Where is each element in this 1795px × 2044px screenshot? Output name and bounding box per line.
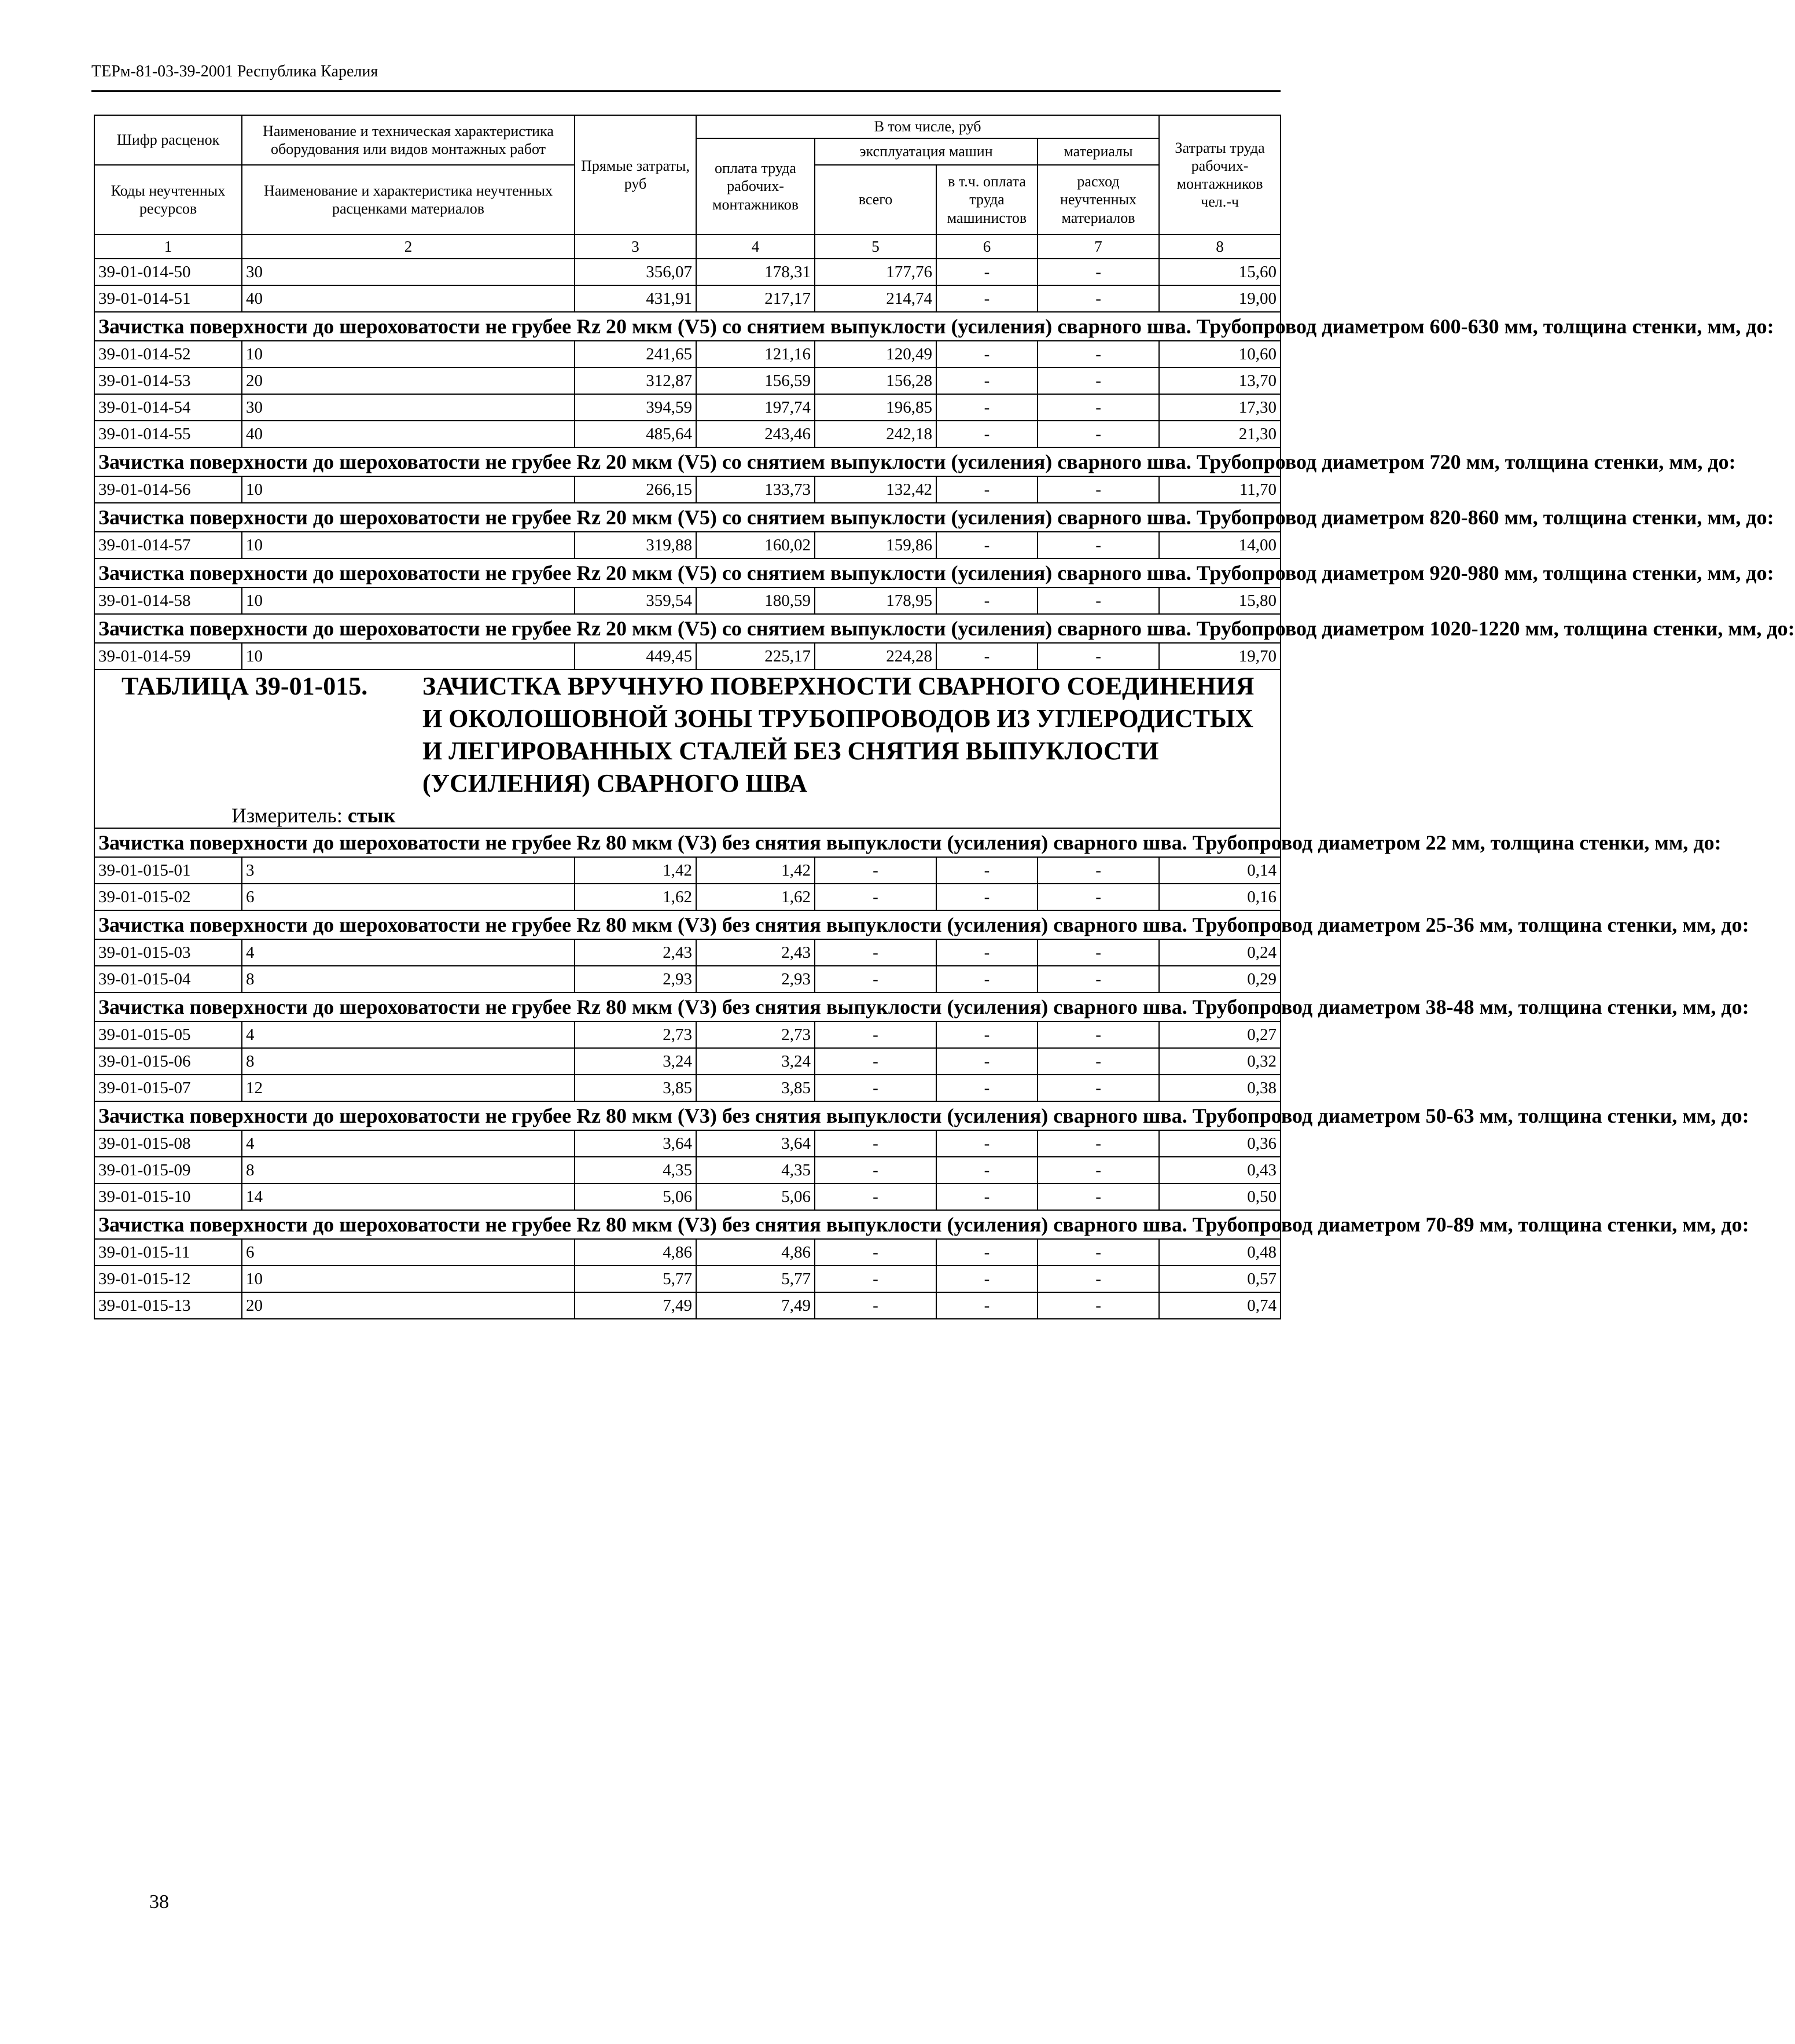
table-row [94,341,1281,367]
cell-labor: 10,60 [1159,341,1281,367]
cell-labor: 19,70 [1159,643,1281,670]
table-row [94,857,1281,884]
cell-mach-wage: - [936,259,1038,285]
cell-direct: 394,59 [575,394,696,421]
section-caption-row [94,447,1281,476]
cell-thk: 8 [242,1157,575,1183]
section-caption-row [94,614,1281,643]
cell-mat: - [1038,643,1159,670]
cell-wage: 4,35 [696,1157,815,1183]
cell-code: 39-01-015-02 [94,884,242,910]
col-code-header: Шифр расценок [94,115,242,165]
cell-code: 39-01-015-13 [94,1292,242,1319]
cell-wage: 133,73 [696,476,815,503]
cell-wage: 217,17 [696,285,815,312]
cell-labor: 0,16 [1159,884,1281,910]
table-row [94,1130,1281,1157]
cell-wage: 2,73 [696,1021,815,1048]
cell-code: 39-01-014-56 [94,476,242,503]
cell-labor: 0,27 [1159,1021,1281,1048]
cell-direct: 2,43 [575,939,696,966]
cell-mach-wage: - [936,939,1038,966]
cell-thk: 8 [242,966,575,992]
column-index: 5 [815,234,936,259]
col-name-sub-header: Наименование и характеристика неучтенных расценками материалов [242,165,575,234]
cell-direct: 356,07 [575,259,696,285]
column-index: 1 [94,234,242,259]
col-materials-header: материалы [1038,138,1159,165]
table-row [94,1266,1281,1292]
cell-mach: - [815,966,936,992]
cell-mach-wage: - [936,643,1038,670]
col-group-header: В том числе, руб [696,115,1159,138]
cell-labor: 19,00 [1159,285,1281,312]
cell-mat: - [1038,1183,1159,1210]
column-index: 6 [936,234,1038,259]
cell-wage: 156,59 [696,367,815,394]
cell-mach-wage: - [936,857,1038,884]
cell-thk: 4 [242,1021,575,1048]
cell-mach-wage: - [936,341,1038,367]
cell-direct: 241,65 [575,341,696,367]
cell-labor: 0,57 [1159,1266,1281,1292]
cell-thk: 10 [242,643,575,670]
col-code-sub-header: Коды неучтенных ресурсов [94,165,242,234]
cell-mat: - [1038,1130,1159,1157]
table-row [94,394,1281,421]
cell-wage: 2,93 [696,966,815,992]
cell-thk: 10 [242,476,575,503]
cell-mach: 196,85 [815,394,936,421]
cell-code: 39-01-014-51 [94,285,242,312]
cell-code: 39-01-015-01 [94,857,242,884]
column-index: 8 [1159,234,1281,259]
table-row [94,884,1281,910]
cell-mach: 156,28 [815,367,936,394]
cell-thk: 10 [242,341,575,367]
cell-mach-wage: - [936,532,1038,558]
column-index: 7 [1038,234,1159,259]
cell-labor: 0,74 [1159,1292,1281,1319]
cell-thk: 4 [242,1130,575,1157]
cell-direct: 1,42 [575,857,696,884]
section-caption-row [94,312,1281,341]
cell-mach-wage: - [936,421,1038,447]
cell-mach: 214,74 [815,285,936,312]
cell-mach-wage: - [936,1157,1038,1183]
table-row [94,476,1281,503]
cell-code: 39-01-014-53 [94,367,242,394]
cell-thk: 8 [242,1048,575,1075]
cell-mat: - [1038,1048,1159,1075]
header-rule [91,90,1281,92]
cell-mach: - [815,1048,936,1075]
column-index: 3 [575,234,696,259]
section-caption: Зачистка поверхности до шероховатости не грубее Rz 80 мкм (V3) без снятия выпуклости (усиления) сварного шва. Трубопровод диаметром 25-36 мм, толщина стенки, мм, до: [94,910,1281,939]
cell-mat: - [1038,259,1159,285]
cell-mach: - [815,1021,936,1048]
cell-wage: 180,59 [696,587,815,614]
cell-mat: - [1038,884,1159,910]
table-row [94,1183,1281,1210]
cell-direct: 4,35 [575,1157,696,1183]
cell-mach-wage: - [936,1130,1038,1157]
cell-code: 39-01-015-03 [94,939,242,966]
cell-mach-wage: - [936,1021,1038,1048]
cell-direct: 1,62 [575,884,696,910]
section-caption: Зачистка поверхности до шероховатости не грубее Rz 80 мкм (V3) без снятия выпуклости (усиления) сварного шва. Трубопровод диаметром 38-48 мм, толщина стенки, мм, до: [94,992,1281,1021]
cell-labor: 0,48 [1159,1239,1281,1266]
cell-labor: 15,60 [1159,259,1281,285]
cell-code: 39-01-014-50 [94,259,242,285]
cell-mach: 178,95 [815,587,936,614]
cell-direct: 485,64 [575,421,696,447]
table-row [94,966,1281,992]
cell-thk: 30 [242,259,575,285]
cell-wage: 197,74 [696,394,815,421]
table-row [94,1021,1281,1048]
cell-thk: 6 [242,1239,575,1266]
cell-mat: - [1038,1075,1159,1101]
cell-wage: 4,86 [696,1239,815,1266]
cell-direct: 431,91 [575,285,696,312]
cell-wage: 5,77 [696,1266,815,1292]
cell-code: 39-01-015-09 [94,1157,242,1183]
cell-wage: 243,46 [696,421,815,447]
cell-mat: - [1038,1266,1159,1292]
measurer [98,803,1277,828]
section-caption: Зачистка поверхности до шероховатости не грубее Rz 20 мкм (V5) со снятием выпуклости (усиления) сварного шва. Трубопровод диаметром 1020-1220 мм, толщина стенки, мм, до: [94,614,1281,643]
section-caption-row [94,910,1281,939]
section-caption: Зачистка поверхности до шероховатости не грубее Rz 20 мкм (V5) со снятием выпуклости (усиления) сварного шва. Трубопровод диаметром 820-860 мм, толщина стенки, мм, до: [94,503,1281,532]
cell-labor: 0,36 [1159,1130,1281,1157]
cell-mach: - [815,1183,936,1210]
cell-labor: 0,14 [1159,857,1281,884]
cell-mach-wage: - [936,367,1038,394]
cell-code: 39-01-015-12 [94,1266,242,1292]
cell-thk: 10 [242,532,575,558]
cell-mach-wage: - [936,966,1038,992]
cell-labor: 0,38 [1159,1075,1281,1101]
section-caption: Зачистка поверхности до шероховатости не грубее Rz 20 мкм (V5) со снятием выпуклости (усиления) сварного шва. Трубопровод диаметром 600-630 мм, толщина стенки, мм, до: [94,312,1281,341]
cell-mat: - [1038,341,1159,367]
cell-mach: - [815,1130,936,1157]
measurer-label: Измеритель: [231,804,343,827]
cell-labor: 14,00 [1159,532,1281,558]
section-caption-row [94,1101,1281,1130]
table-row [94,1292,1281,1319]
section-caption: Зачистка поверхности до шероховатости не грубее Rz 80 мкм (V3) без снятия выпуклости (усиления) сварного шва. Трубопровод диаметром 50-63 мм, толщина стенки, мм, до: [94,1101,1281,1130]
cell-thk: 10 [242,1266,575,1292]
cell-labor: 11,70 [1159,476,1281,503]
cell-mach: 132,42 [815,476,936,503]
cell-wage: 121,16 [696,341,815,367]
cell-mat: - [1038,966,1159,992]
section-caption-row [94,992,1281,1021]
cell-code: 39-01-014-55 [94,421,242,447]
cell-direct: 5,06 [575,1183,696,1210]
table-row [94,1157,1281,1183]
cell-mat: - [1038,1292,1159,1319]
col-machines-header: эксплуатация машин [815,138,1038,165]
cell-wage: 160,02 [696,532,815,558]
cell-direct: 312,87 [575,367,696,394]
col-materials-sub-header: расход неучтенных материалов [1038,165,1159,234]
cell-thk: 4 [242,939,575,966]
cell-mach: 120,49 [815,341,936,367]
cell-code: 39-01-014-58 [94,587,242,614]
table-row [94,285,1281,312]
cell-wage: 225,17 [696,643,815,670]
table-row [94,259,1281,285]
cell-direct: 319,88 [575,532,696,558]
cell-wage: 2,43 [696,939,815,966]
cell-code: 39-01-014-59 [94,643,242,670]
table-015-title-lead: ТАБЛИЦА 39-01-015. [122,672,368,700]
cell-labor: 21,30 [1159,421,1281,447]
col-labor-header: Затраты труда рабочих-монтажников чел.-ч [1159,115,1281,234]
cell-mach-wage: - [936,1048,1038,1075]
col-machines-total-header: всего [815,165,936,234]
cell-thk: 20 [242,1292,575,1319]
table-row [94,421,1281,447]
col-wage-header: оплата труда рабочих-монтажников [696,138,815,234]
section-caption: Зачистка поверхности до шероховатости не грубее Rz 20 мкм (V5) со снятием выпуклости (усиления) сварного шва. Трубопровод диаметром 720 мм, толщина стенки, мм, до: [94,447,1281,476]
section-caption: Зачистка поверхности до шероховатости не грубее Rz 80 мкм (V3) без снятия выпуклости (усиления) сварного шва. Трубопровод диаметром 22 мм, толщина стенки, мм, до: [94,828,1281,857]
section-caption-row [94,558,1281,587]
table-015-title-line: (УСИЛЕНИЯ) СВАРНОГО ШВА [422,769,808,797]
cell-mat: - [1038,1021,1159,1048]
cell-thk: 6 [242,884,575,910]
cell-mach: - [815,1239,936,1266]
cell-mach: - [815,1266,936,1292]
cell-wage: 3,64 [696,1130,815,1157]
cell-mat: - [1038,857,1159,884]
section-caption: Зачистка поверхности до шероховатости не грубее Rz 20 мкм (V5) со снятием выпуклости (усиления) сварного шва. Трубопровод диаметром 920-980 мм, толщина стенки, мм, до: [94,558,1281,587]
section-caption-row [94,503,1281,532]
table-row [94,1075,1281,1101]
cell-mach-wage: - [936,884,1038,910]
cell-wage: 7,49 [696,1292,815,1319]
cell-labor: 0,24 [1159,939,1281,966]
cell-mat: - [1038,476,1159,503]
table-row [94,367,1281,394]
cell-wage: 1,62 [696,884,815,910]
cell-mat: - [1038,367,1159,394]
cell-mach-wage: - [936,1292,1038,1319]
cell-direct: 2,93 [575,966,696,992]
table-row [94,587,1281,614]
cell-wage: 3,85 [696,1075,815,1101]
cell-mach: - [815,857,936,884]
column-index: 4 [696,234,815,259]
cell-mat: - [1038,285,1159,312]
cell-mat: - [1038,394,1159,421]
cell-code: 39-01-015-04 [94,966,242,992]
cell-wage: 1,42 [696,857,815,884]
cell-thk: 14 [242,1183,575,1210]
cell-code: 39-01-014-54 [94,394,242,421]
cell-mach: - [815,1075,936,1101]
cell-thk: 30 [242,394,575,421]
cell-mach: - [815,939,936,966]
cell-code: 39-01-015-10 [94,1183,242,1210]
cell-labor: 0,29 [1159,966,1281,992]
cell-mach: 242,18 [815,421,936,447]
cell-mach-wage: - [936,476,1038,503]
cell-labor: 13,70 [1159,367,1281,394]
col-machines-wage-header: в т.ч. оплата труда машинистов [936,165,1038,234]
cell-mach: 224,28 [815,643,936,670]
cell-mach-wage: - [936,1075,1038,1101]
section-caption: Зачистка поверхности до шероховатости не грубее Rz 80 мкм (V3) без снятия выпуклости (усиления) сварного шва. Трубопровод диаметром 70-89 мм, толщина стенки, мм, до: [94,1210,1281,1239]
table-row [94,1239,1281,1266]
cell-labor: 15,80 [1159,587,1281,614]
table-row [94,1048,1281,1075]
cell-mach-wage: - [936,394,1038,421]
rates-table [94,115,1795,1319]
cell-code: 39-01-015-08 [94,1130,242,1157]
cell-thk: 3 [242,857,575,884]
cell-code: 39-01-015-07 [94,1075,242,1101]
cell-direct: 5,77 [575,1266,696,1292]
cell-mach: 159,86 [815,532,936,558]
cell-code: 39-01-014-57 [94,532,242,558]
cell-wage: 178,31 [696,259,815,285]
table-015-title [98,670,1277,800]
cell-mach-wage: - [936,587,1038,614]
cell-mat: - [1038,939,1159,966]
cell-wage: 3,24 [696,1048,815,1075]
cell-direct: 449,45 [575,643,696,670]
table-014-rows [94,259,1795,670]
cell-mach: 177,76 [815,259,936,285]
cell-code: 39-01-015-11 [94,1239,242,1266]
cell-mach-wage: - [936,1239,1038,1266]
section-caption-row [94,1210,1281,1239]
cell-mach: - [815,1157,936,1183]
cell-code: 39-01-015-05 [94,1021,242,1048]
measurer-value: стык [347,804,396,827]
cell-mat: - [1038,587,1159,614]
cell-thk: 40 [242,421,575,447]
cell-mat: - [1038,1157,1159,1183]
cell-mat: - [1038,421,1159,447]
cell-labor: 17,30 [1159,394,1281,421]
cell-direct: 3,24 [575,1048,696,1075]
table-015-title-line: ЗАЧИСТКА ВРУЧНУЮ ПОВЕРХНОСТИ СВАРНОГО СОЕДИНЕНИЯ [422,672,1255,700]
cell-labor: 0,32 [1159,1048,1281,1075]
table-row [94,939,1281,966]
cell-code: 39-01-015-06 [94,1048,242,1075]
table-015-title-line: И ОКОЛОШОВНОЙ ЗОНЫ ТРУБОПРОВОДОВ ИЗ УГЛЕРОДИСТЫХ [422,704,1253,733]
cell-direct: 3,64 [575,1130,696,1157]
cell-thk: 20 [242,367,575,394]
cell-wage: 5,06 [696,1183,815,1210]
cell-code: 39-01-014-52 [94,341,242,367]
cell-thk: 10 [242,587,575,614]
table-row [94,643,1281,670]
cell-labor: 0,50 [1159,1183,1281,1210]
cell-mach-wage: - [936,1266,1038,1292]
cell-thk: 12 [242,1075,575,1101]
cell-direct: 359,54 [575,587,696,614]
col-name-header: Наименование и техническая характеристика оборудования или видов монтажных работ [242,115,575,165]
cell-mach: - [815,884,936,910]
cell-mat: - [1038,1239,1159,1266]
section-caption-row [94,828,1281,857]
table-015-title-line: И ЛЕГИРОВАННЫХ СТАЛЕЙ БЕЗ СНЯТИЯ ВЫПУКЛОСТИ [422,737,1159,765]
col-direct-header: Прямые затраты, руб [575,115,696,234]
cell-direct: 266,15 [575,476,696,503]
table-row [94,532,1281,558]
page-number: 38 [149,1891,169,1913]
cell-thk: 40 [242,285,575,312]
document-header: ТЕРм-81-03-39-2001 Республика Карелия [91,63,378,80]
cell-mat: - [1038,532,1159,558]
column-index: 2 [242,234,575,259]
cell-direct: 2,73 [575,1021,696,1048]
cell-direct: 7,49 [575,1292,696,1319]
cell-direct: 3,85 [575,1075,696,1101]
cell-mach: - [815,1292,936,1319]
cell-mach-wage: - [936,1183,1038,1210]
table-015-heading [94,670,1281,828]
cell-direct: 4,86 [575,1239,696,1266]
cell-mach-wage: - [936,285,1038,312]
cell-labor: 0,43 [1159,1157,1281,1183]
table-015-rows [94,828,1749,1319]
column-index-row [94,234,1281,259]
